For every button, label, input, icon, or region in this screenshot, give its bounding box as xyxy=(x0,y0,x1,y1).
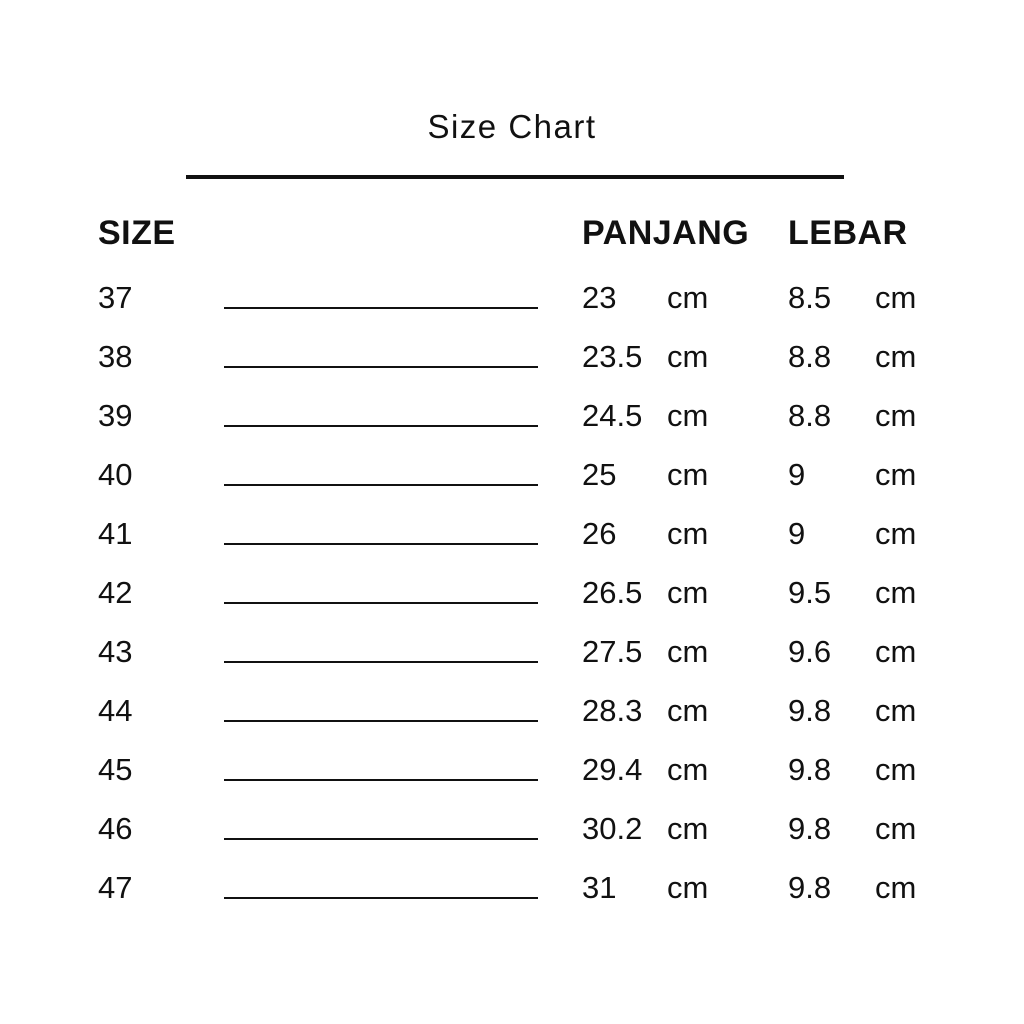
panjang-unit: cm xyxy=(667,574,709,610)
table-body xyxy=(98,268,925,917)
lebar-value: 9 xyxy=(788,456,806,492)
table-row xyxy=(98,504,925,563)
table-row xyxy=(98,563,925,622)
fill-in-line xyxy=(224,484,538,486)
lebar-unit: cm xyxy=(875,692,917,728)
table-row xyxy=(98,268,925,327)
panjang-value: 27.5 xyxy=(582,633,643,669)
size-value: 47 xyxy=(98,869,133,905)
panjang-unit: cm xyxy=(667,515,709,551)
table-row xyxy=(98,445,925,504)
blank-line-cell xyxy=(224,710,538,712)
panjang-unit: cm xyxy=(667,633,709,669)
lebar-value: 9 xyxy=(788,515,806,551)
lebar-value: 9.6 xyxy=(788,633,832,669)
fill-in-line xyxy=(224,602,538,604)
table-row xyxy=(98,799,925,858)
fill-in-line xyxy=(224,779,538,781)
lebar-value: 9.8 xyxy=(788,810,832,846)
panjang-unit: cm xyxy=(667,692,709,728)
table-row xyxy=(98,681,925,740)
blank-line-cell xyxy=(224,769,538,771)
header-lebar: LEBAR xyxy=(788,213,908,252)
lebar-value: 8.8 xyxy=(788,338,832,374)
panjang-value: 31 xyxy=(582,869,617,905)
lebar-value: 9.8 xyxy=(788,869,832,905)
size-table xyxy=(98,205,925,917)
lebar-unit: cm xyxy=(875,515,917,551)
table-row xyxy=(98,740,925,799)
lebar-value: 9.8 xyxy=(788,692,832,728)
blank-line-cell xyxy=(224,474,538,476)
size-value: 46 xyxy=(98,810,133,846)
panjang-value: 26 xyxy=(582,515,617,551)
lebar-unit: cm xyxy=(875,751,917,787)
fill-in-line xyxy=(224,425,538,427)
lebar-value: 8.8 xyxy=(788,397,832,433)
blank-line-cell xyxy=(224,533,538,535)
size-value: 42 xyxy=(98,574,133,610)
panjang-unit: cm xyxy=(667,279,709,315)
table-row xyxy=(98,327,925,386)
lebar-value: 8.5 xyxy=(788,279,832,315)
panjang-unit: cm xyxy=(667,338,709,374)
panjang-unit: cm xyxy=(667,810,709,846)
size-value: 45 xyxy=(98,751,133,787)
size-value: 44 xyxy=(98,692,133,728)
blank-line-cell xyxy=(224,592,538,594)
lebar-unit: cm xyxy=(875,338,917,374)
lebar-value: 9.8 xyxy=(788,751,832,787)
panjang-unit: cm xyxy=(667,751,709,787)
fill-in-line xyxy=(224,897,538,899)
blank-line-cell xyxy=(224,887,538,889)
lebar-unit: cm xyxy=(875,397,917,433)
panjang-value: 23 xyxy=(582,279,617,315)
blank-line-cell xyxy=(224,651,538,653)
lebar-value: 9.5 xyxy=(788,574,832,610)
panjang-value: 24.5 xyxy=(582,397,643,433)
title-divider xyxy=(186,175,844,179)
panjang-value: 23.5 xyxy=(582,338,643,374)
table-row xyxy=(98,858,925,917)
fill-in-line xyxy=(224,543,538,545)
panjang-value: 30.2 xyxy=(582,810,643,846)
fill-in-line xyxy=(224,838,538,840)
lebar-unit: cm xyxy=(875,869,917,905)
fill-in-line xyxy=(224,366,538,368)
panjang-value: 26.5 xyxy=(582,574,643,610)
table-row xyxy=(98,386,925,445)
panjang-value: 28.3 xyxy=(582,692,643,728)
lebar-unit: cm xyxy=(875,574,917,610)
fill-in-line xyxy=(224,661,538,663)
table-row xyxy=(98,622,925,681)
blank-line-cell xyxy=(224,356,538,358)
lebar-unit: cm xyxy=(875,633,917,669)
header-panjang: PANJANG xyxy=(582,213,750,252)
table-header-row xyxy=(98,205,925,261)
panjang-value: 25 xyxy=(582,456,617,492)
fill-in-line xyxy=(224,720,538,722)
blank-line-cell xyxy=(224,828,538,830)
size-value: 43 xyxy=(98,633,133,669)
page-title: Size Chart xyxy=(427,108,597,145)
lebar-unit: cm xyxy=(875,279,917,315)
lebar-unit: cm xyxy=(875,810,917,846)
panjang-unit: cm xyxy=(667,869,709,905)
panjang-unit: cm xyxy=(667,456,709,492)
size-value: 38 xyxy=(98,338,133,374)
header-size: SIZE xyxy=(98,213,176,252)
panjang-value: 29.4 xyxy=(582,751,643,787)
fill-in-line xyxy=(224,307,538,309)
blank-line-cell xyxy=(224,415,538,417)
blank-line-cell xyxy=(224,297,538,299)
size-value: 41 xyxy=(98,515,133,551)
panjang-unit: cm xyxy=(667,397,709,433)
size-value: 39 xyxy=(98,397,133,433)
lebar-unit: cm xyxy=(875,456,917,492)
size-value: 40 xyxy=(98,456,133,492)
size-value: 37 xyxy=(98,279,133,315)
